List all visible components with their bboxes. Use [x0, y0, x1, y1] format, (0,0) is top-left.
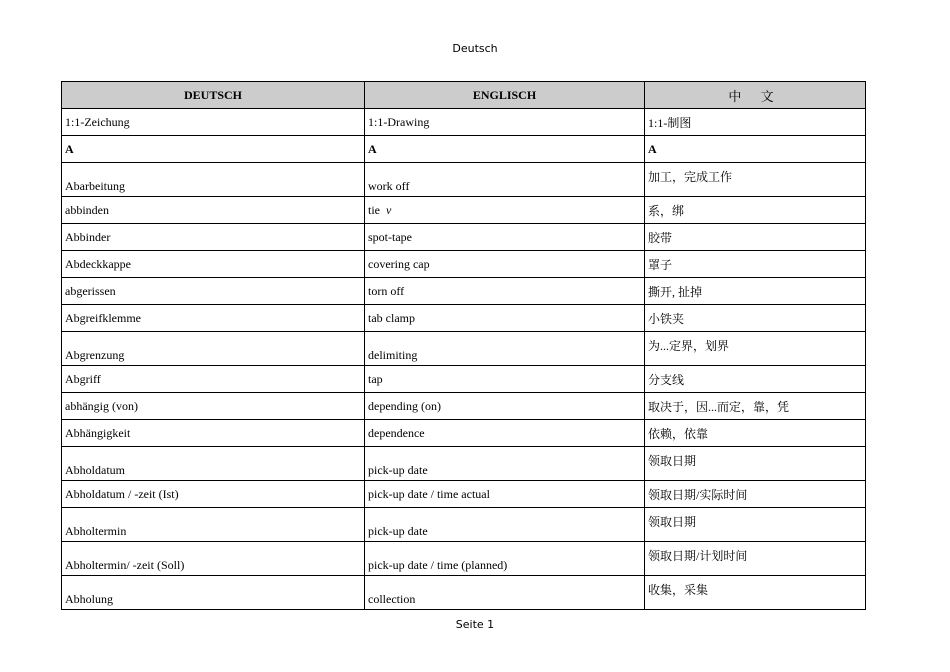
- cell-deutsch: Abholung: [62, 576, 365, 610]
- cell-chinese: 分支线: [645, 366, 866, 393]
- column-header-chinese: 中 文: [645, 82, 866, 109]
- english-term: pick-up date: [368, 463, 428, 477]
- english-term: torn off: [368, 283, 405, 298]
- english-term: dependence: [368, 425, 425, 440]
- english-term: tap: [368, 371, 383, 386]
- cell-englisch: [365, 136, 645, 163]
- cell-englisch: [365, 278, 645, 305]
- cell-englisch: [365, 163, 645, 197]
- cell-deutsch: abgerissen: [62, 278, 365, 305]
- table-header-row: [62, 82, 866, 109]
- cell-englisch: [365, 576, 645, 610]
- part-of-speech-label: v: [386, 202, 392, 217]
- cell-deutsch: Abgrenzung: [62, 332, 365, 366]
- table-row: [62, 197, 866, 224]
- table-row: [62, 508, 866, 542]
- cell-englisch: [365, 197, 645, 224]
- table-row: [62, 109, 866, 136]
- cell-englisch: [365, 251, 645, 278]
- cell-deutsch: Abdeckkappe: [62, 251, 365, 278]
- cell-chinese: 收集，采集: [645, 576, 866, 610]
- cell-chinese: 加工，完成工作: [645, 163, 866, 197]
- cell-englisch: [365, 447, 645, 481]
- english-term: pick-up date / time actual: [368, 486, 490, 501]
- cell-englisch: [365, 332, 645, 366]
- cell-chinese: 罩子: [645, 251, 866, 278]
- cell-chinese: 领取日期: [645, 508, 866, 542]
- table-body: [62, 109, 866, 610]
- table-row: [62, 576, 866, 610]
- english-term: covering cap: [368, 256, 430, 271]
- cell-deutsch: abhängig (von): [62, 393, 365, 420]
- table-row: [62, 136, 866, 163]
- table-row: [62, 542, 866, 576]
- cell-deutsch: Abholdatum: [62, 447, 365, 481]
- table-row: [62, 224, 866, 251]
- english-term: pick-up date: [368, 524, 428, 538]
- cell-chinese: 领取日期/计划时间: [645, 542, 866, 576]
- table-row: [62, 420, 866, 447]
- english-term: tab clamp: [368, 310, 415, 325]
- cell-chinese: 为...定界，划界: [645, 332, 866, 366]
- column-header-deutsch: DEUTSCH: [62, 82, 365, 109]
- cell-deutsch: Abhängigkeit: [62, 420, 365, 447]
- cell-chinese: 取决于，因...而定，靠，凭: [645, 393, 866, 420]
- cell-englisch: [365, 366, 645, 393]
- page-header: Deutsch: [452, 42, 498, 55]
- cell-chinese: 小铁夹: [645, 305, 866, 332]
- cell-englisch: [365, 508, 645, 542]
- table-row: [62, 163, 866, 197]
- table-row: [62, 447, 866, 481]
- cell-englisch: [365, 109, 645, 136]
- cell-englisch: [365, 393, 645, 420]
- cell-chinese: 领取日期: [645, 447, 866, 481]
- english-term: depending (on): [368, 398, 441, 413]
- cell-deutsch: Abholdatum / -zeit (Ist): [62, 481, 365, 508]
- english-term: delimiting: [368, 348, 418, 362]
- english-term: 1:1-Drawing: [368, 114, 430, 129]
- cell-englisch: [365, 224, 645, 251]
- cell-deutsch: abbinden: [62, 197, 365, 224]
- table-row: [62, 251, 866, 278]
- cell-deutsch: Abgreifklemme: [62, 305, 365, 332]
- table-row: [62, 305, 866, 332]
- english-term: spot-tape: [368, 229, 412, 244]
- cell-chinese: 领取日期/实际时间: [645, 481, 866, 508]
- cell-chinese: 胶带: [645, 224, 866, 251]
- cell-deutsch: 1:1-Zeichung: [62, 109, 365, 136]
- cell-englisch: [365, 305, 645, 332]
- page-footer: Seite 1: [455, 618, 495, 631]
- cell-deutsch: Abbinder: [62, 224, 365, 251]
- cell-englisch: [365, 420, 645, 447]
- glossary-table: [61, 81, 866, 610]
- cell-englisch: [365, 542, 645, 576]
- cell-chinese: 系，绑: [645, 197, 866, 224]
- cell-englisch: [365, 481, 645, 508]
- table-row: [62, 278, 866, 305]
- english-term: A: [368, 141, 377, 156]
- cell-chinese: 撕开, 扯掉: [645, 278, 866, 305]
- table-row: [62, 481, 866, 508]
- cell-deutsch: Abholtermin/ -zeit (Soll): [62, 542, 365, 576]
- table-row: [62, 366, 866, 393]
- cell-deutsch: Abholtermin: [62, 508, 365, 542]
- table-row: [62, 393, 866, 420]
- english-term: tie: [368, 202, 380, 217]
- english-term: pick-up date / time (planned): [368, 558, 508, 572]
- table-row: [62, 332, 866, 366]
- cell-chinese: 1:1-制图: [645, 109, 866, 136]
- cell-deutsch: A: [62, 136, 365, 163]
- cell-chinese: A: [645, 136, 866, 163]
- english-term: collection: [368, 592, 416, 606]
- cell-chinese: 依赖，依靠: [645, 420, 866, 447]
- column-header-englisch: ENGLISCH: [365, 82, 645, 109]
- cell-deutsch: Abarbeitung: [62, 163, 365, 197]
- english-term: work off: [368, 179, 410, 193]
- cell-deutsch: Abgriff: [62, 366, 365, 393]
